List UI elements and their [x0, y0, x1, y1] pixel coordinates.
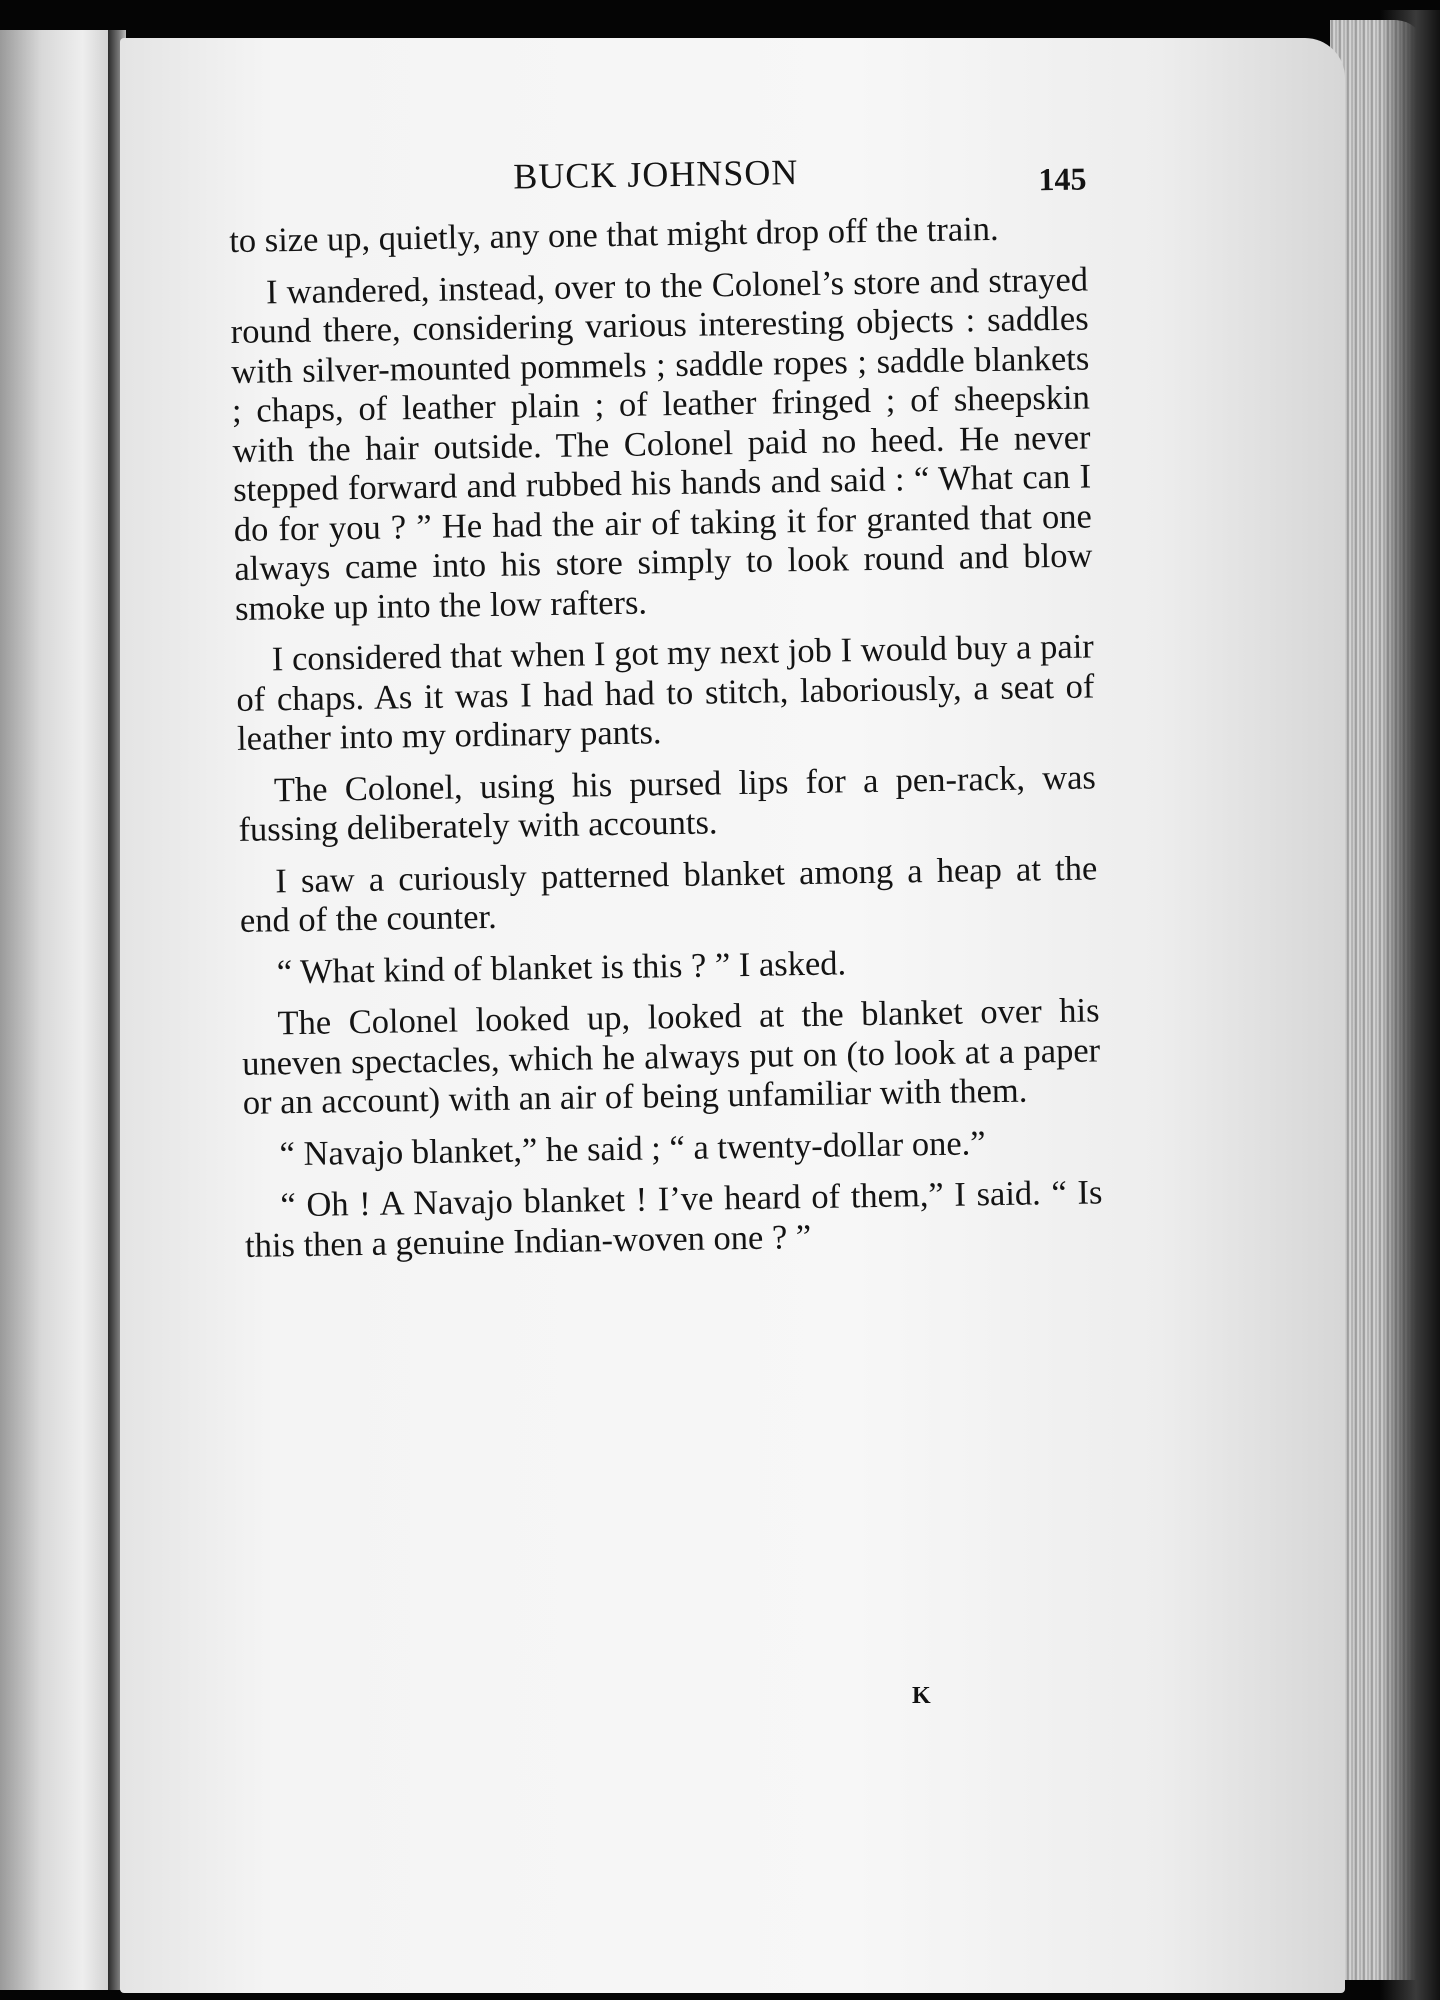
page-number: 145 [1038, 160, 1087, 198]
paragraph: to size up, quietly, any one that might drop off the train. [228, 209, 999, 260]
page-text-block [228, 147, 1103, 1278]
paragraph: I saw a curiously patterned blanket among a heap at the end of the counter. [239, 848, 1098, 940]
paragraph: The Colonel looked up, looked at the blanket over his uneven spectacles, which he always put on (to look at a paper or an account) with an air of being unfamiliar with them. [241, 991, 1101, 1122]
signature-mark: K [912, 1683, 931, 1709]
paragraph: “ What kind of blanket is this ? ” I asked. [276, 943, 847, 991]
paragraph: I wandered, instead, over to the Colonel’s store and strayed round there, considering various interesting objects : saddles with silver-mounted pommels ; saddle ropes ; saddle blankets ; chaps, of leather plain ; of leather fringed ; of sheepskin with the hair outside. The Colonel paid no heed. He never stepped forward and rubbed his hands and said : “ What can I do for you ? ” He had the air of taking it for granted that one always came into his store simply to look round and blow smoke up into the low rafters. [230, 260, 1093, 628]
paragraph: “ Oh ! A Navajo blanket ! I’ve heard of them,” I said. “ Is this then a genuine Indian-woven one ? ” [244, 1173, 1103, 1265]
paragraph: “ Navajo blanket,” he said ; “ a twenty-dollar one.” [279, 1123, 986, 1173]
paragraph: The Colonel, using his pursed lips for a pen-rack, was fussing deliberately with accounts. [238, 757, 1097, 849]
cover-shadow [1380, 10, 1440, 2000]
facing-page-edge [0, 30, 118, 1990]
paragraph: I considered that when I got my next job I would buy a pair of chaps. As it was I had had to stitch, laboriously, a seat of leather into my ordinary pants. [236, 627, 1095, 758]
running-head: BUCK JOHNSON [512, 152, 799, 197]
